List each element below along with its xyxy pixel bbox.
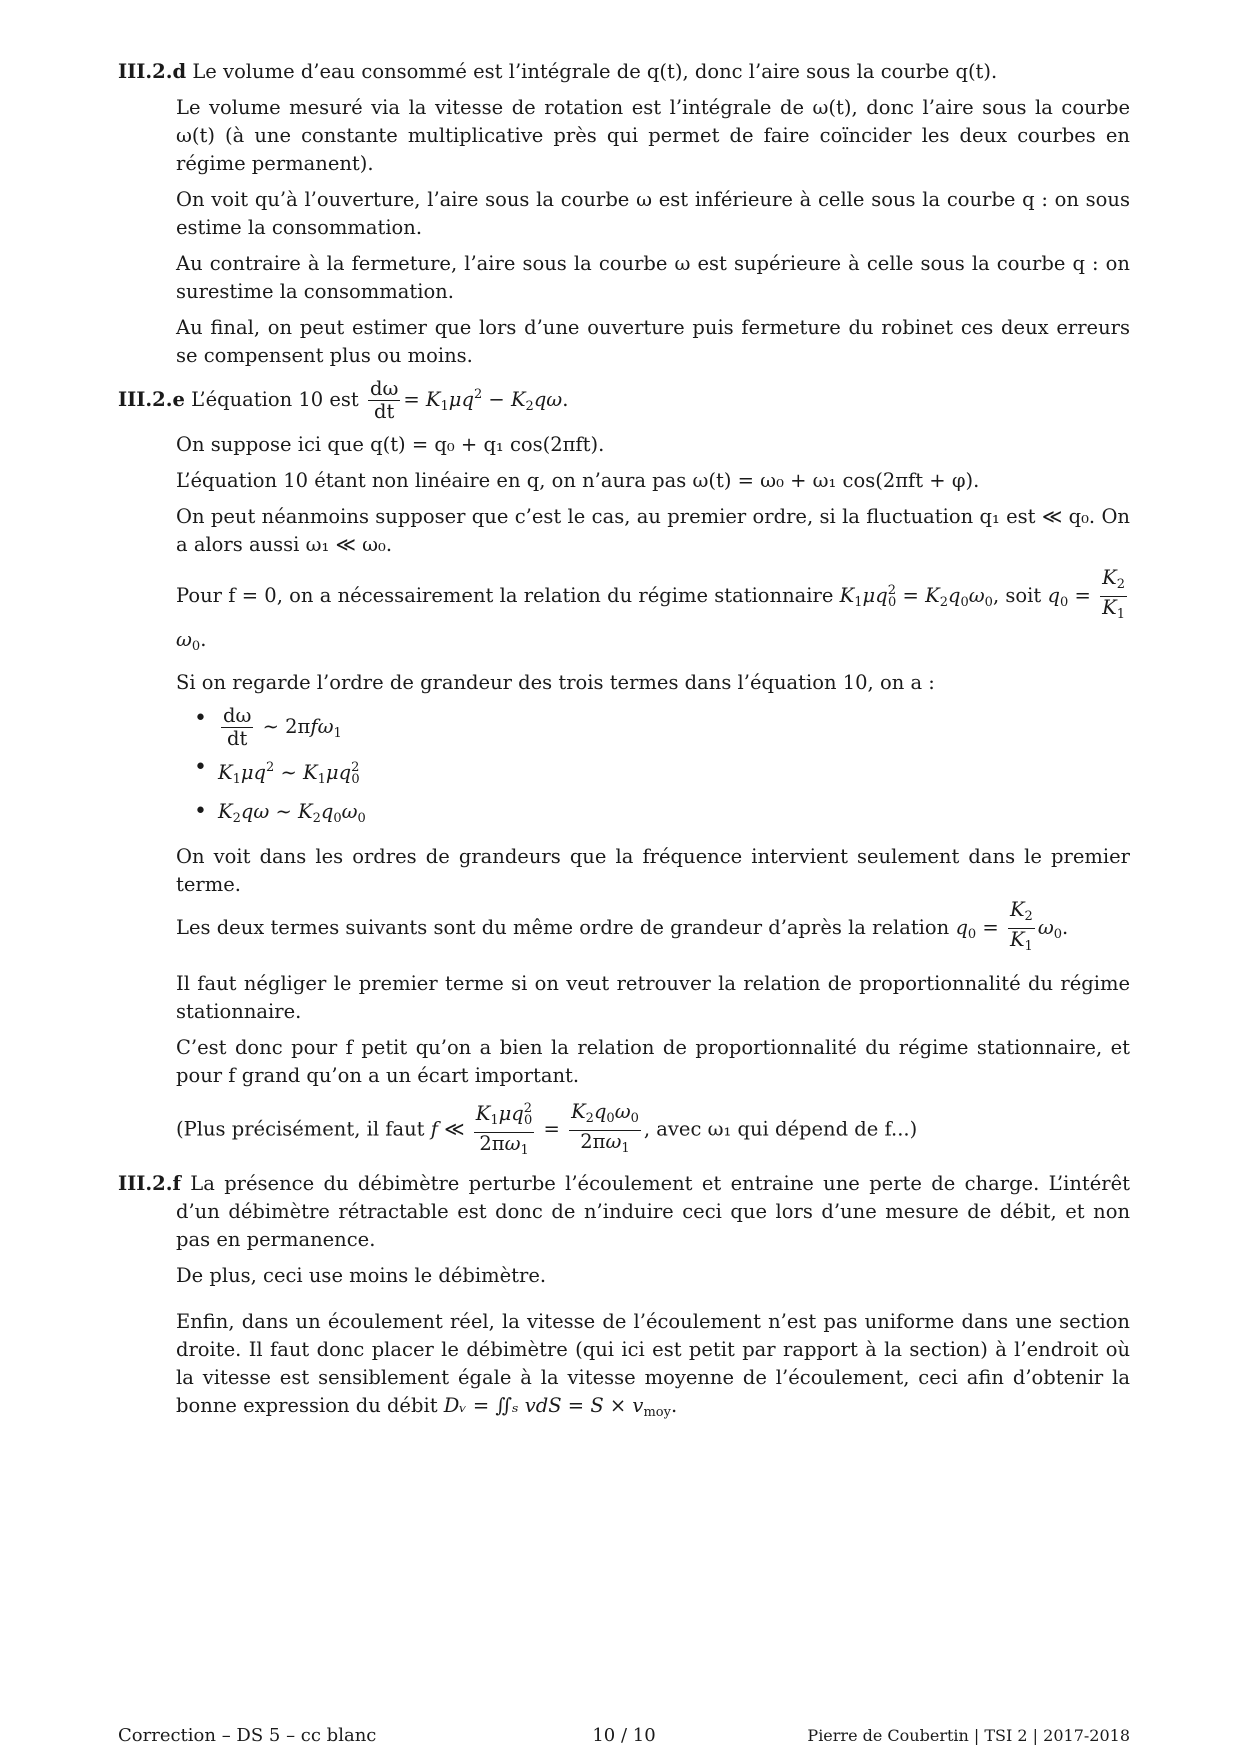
section-e-paragraph-6: Si on regarde l’ordre de grandeur des trois termes dans l’équation 10, on a : <box>176 671 935 694</box>
section-iii-2-f <box>118 1170 1130 1427</box>
section-e-paragraph-5: Pour f = 0, on a nécessairement la relation du régime stationnaire $K_1\mu q^2_0 = K_2q_0\omega_0$, soit $q_0$ = $\frac{K_2}{K_1}$ $\omega_0$. <box>176 566 1125 654</box>
section-e-text-10-tail: , avec ω₁ qui dépend de f...) <box>643 1117 918 1141</box>
order-of-magnitude-list <box>194 705 1130 833</box>
section-e-label: III.2.e <box>118 388 185 411</box>
section-iii-2-e <box>118 378 1130 1162</box>
page-number: 10 / 10 <box>592 1725 656 1746</box>
section-e-paragraph-10: (Plus précisément, il faut f ≪ $\frac{K_1\mu q^2_0}{2\pi\omega_1}$ = $\frac{K_2q_0\omega_0}{2\pi\omega_1}$ , avec ω₁ qui dépend de f...) <box>176 1099 918 1158</box>
section-e-paragraph-4: On peut néanmoins supposer que c’est le cas, au premier ordre, si la fluctuation q₁ est ≪ q₀. On a alors aussi ω₁ ≪ ω₀. <box>176 505 1130 556</box>
section-f-paragraph-3: Enfin, dans un écoulement réel, la vitesse de l’écoulement n’est pas uniforme dans une section droite. Il faut donc placer le débimètre (qui ici est petit par rapport à la section) à l’endroit où la vitesse est sensiblement égale à la vitesse moyenne de l’écoulement, ceci afin d’obtenir la bonne expression du débit Dᵥ = ∬ₛ vdS = $S \times v_{moy}$. <box>176 1310 1130 1420</box>
section-e-paragraph-9: C’est donc pour f petit qu’on a bien la relation de proportionnalité du régime stationnaire, et pour f grand qu’on a un écart important. <box>176 1036 1130 1087</box>
footer-left: Correction – DS 5 – cc blanc <box>118 1725 377 1746</box>
dw-dt-fraction: $\frac{d\omega}{dt}$ <box>369 377 399 423</box>
section-e-text-1: L’équation 10 est <box>191 388 359 411</box>
section-d-text-1: Le volume d’eau consommé est l’intégrale de q(t), donc l’aire sous la courbe q(t). <box>192 60 998 83</box>
section-f-label: III.2.f <box>118 1172 181 1195</box>
section-d-paragraph-3: On voit qu’à l’ouverture, l’aire sous la courbe ω est inférieure à celle sous la courbe q : on sous estime la consommation. <box>176 188 1130 239</box>
section-e-paragraph-2: On suppose ici que q(t) = q₀ + q₁ cos(2πft). <box>176 433 605 456</box>
section-d-label: III.2.d <box>118 60 187 83</box>
section-d-paragraph-4: Au contraire à la fermeture, l’aire sous la courbe ω est supérieure à celle sous la courbe q : on surestime la consommation. <box>176 252 1130 303</box>
section-d-paragraph-1 <box>118 58 1130 86</box>
footer-right: Pierre de Coubertin | TSI 2 | 2017-2018 <box>807 1726 1130 1745</box>
section-e-paragraph-1: III.2.e L’équation 10 est $\frac{d\omega}{dt}$ = $K_1\mu q^2 - K_2q\omega$. <box>118 377 569 423</box>
section-d-paragraph-5: Au final, on peut estimer que lors d’une ouverture puis fermeture du robinet ces deux erreurs se compensent plus ou moins. <box>176 316 1130 367</box>
section-f-text-3: Enfin, dans un écoulement réel, la vitesse de l’écoulement n’est pas uniforme dans une section droite. Il faut donc placer le débimètre (qui ici est petit par rapport à la section) à l’endroit où la vitesse est sensiblement égale à la vitesse moyenne de l’écoulement, ceci afin d’obtenir la bonne expression du débit <box>176 1310 1130 1417</box>
flow-formula-sub: moy <box>643 1405 671 1420</box>
section-e-text-5: Pour f = 0, on a nécessairement la relation du régime stationnaire <box>176 584 834 607</box>
section-d-paragraph-2: Le volume mesuré via la vitesse de rotation est l’intégrale de ω(t), donc l’aire sous la courbe ω(t) (à une constante multiplicative près qui permet de faire coïncider les deux courbes en régime permanent). <box>176 96 1130 175</box>
section-e-text-7a: On voit dans les ordres de grandeurs que la fréquence intervient seulement dans le premier terme. <box>176 845 1130 896</box>
section-iii-2-d <box>118 58 1130 370</box>
section-f-paragraph-2: De plus, ceci use moins le débimètre. <box>176 1264 547 1287</box>
section-e-text-7b: Les deux termes suivants sont du même ordre de grandeur d’après la relation <box>176 916 950 939</box>
k2-k1-fraction: $\frac{K_2}{K_1}$ <box>1102 566 1125 622</box>
section-f-text-1: La présence du débimètre perturbe l’écoulement et entraine une perte de charge. L’intérêt d’un débimètre rétractable est donc de n’induire ceci que lors d’une mesure de débit, et non pas en permanence. <box>176 1172 1130 1251</box>
flow-formula: Dᵥ = ∬ₛ vdS = S × v <box>443 1394 644 1417</box>
section-e-paragraph-7: On voit dans les ordres de grandeurs que la fréquence intervient seulement dans le premier terme. Les deux termes suivants sont du même ordre de grandeur d’après la relation $q_0$ = $\frac{K_2}{K_1}$ $\omega_0$. <box>176 845 1130 954</box>
page-content <box>118 58 1130 1435</box>
list-item: • $K_1\mu q^2$ ∼ $K_1\mu q^2_0$ <box>194 754 1130 794</box>
list-item: • $\frac{d\omega}{dt}$ ∼ 2πfω$_1$ <box>194 705 1130 750</box>
list-item: • $K_2q\omega$ ∼ $K_2q_0\omega_0$ <box>194 798 1130 833</box>
section-e-paragraph-3: L’équation 10 étant non linéaire en q, on n’aura pas ω(t) = ω₀ + ω₁ cos(2πft + φ). <box>176 469 980 492</box>
section-f-paragraph-1 <box>118 1170 1130 1254</box>
page-footer <box>118 1722 1130 1746</box>
section-e-paragraph-8: Il faut négliger le premier terme si on veut retrouver la relation de proportionnalité du régime stationnaire. <box>176 972 1130 1023</box>
section-e-text-10: (Plus précisément, il faut <box>176 1117 425 1141</box>
section-e-text-5-soit: , soit <box>992 584 1042 607</box>
